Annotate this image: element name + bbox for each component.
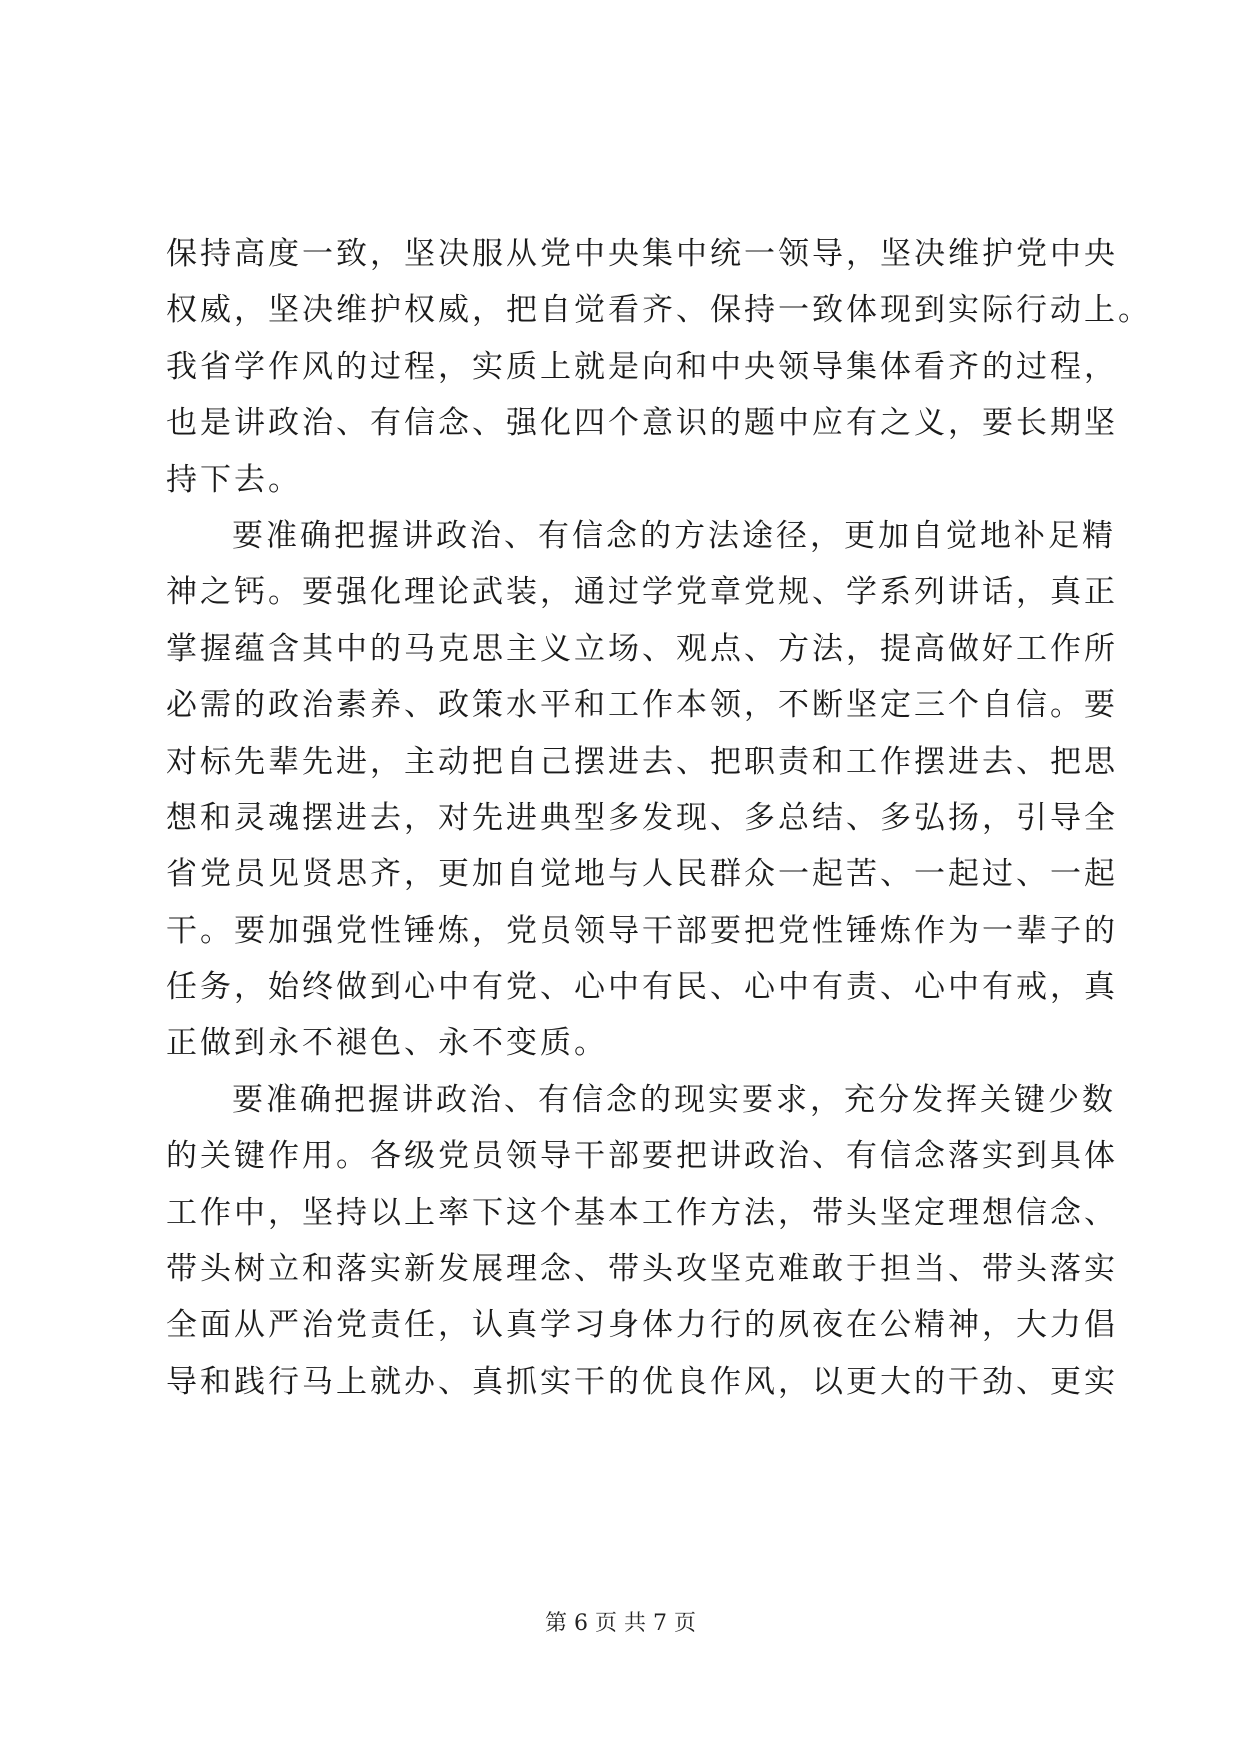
text-line: 任务，始终做到心中有党、心中有民、心中有责、心中有戒，真 [166, 969, 1118, 1006]
text-line: 的关键作用。各级党员领导干部要把讲政治、有信念落实到具体 [166, 1138, 1118, 1175]
text-line: 也是讲政治、有信念、强化四个意识的题中应有之义，要长期坚 [166, 405, 1118, 442]
page-number-footer: 第 6 页 共 7 页 [545, 1611, 696, 1636]
text-line: 想和灵魂摆进去，对先进典型多发现、多总结、多弘扬，引导全 [166, 799, 1118, 836]
text-line: 权威，坚决维护权威，把自觉看齐、保持一致体现到实际行动上。 [166, 292, 1152, 329]
text-line: 全面从严治党责任，认真学习身体力行的夙夜在公精神，大力倡 [166, 1307, 1118, 1344]
body-text [166, 226, 1152, 1410]
text-line: 导和践行马上就办、真抓实干的优良作风，以更大的干劲、更实 [166, 1363, 1118, 1400]
text-line: 必需的政治素养、政策水平和工作本领，不断坚定三个自信。要 [166, 687, 1118, 724]
text-line: 保持高度一致，坚决服从党中央集中统一领导，坚决维护党中央 [166, 236, 1118, 272]
text-line: 对标先辈先进，主动把自己摆进去、把职责和工作摆进去、把思 [166, 743, 1118, 780]
text-line: 干。要加强党性锤炼，党员领导干部要把党性锤炼作为一辈子的 [166, 912, 1118, 949]
text-line: 要准确把握讲政治、有信念的现实要求，充分发挥关键少数 [232, 1081, 1116, 1118]
text-line: 工作中，坚持以上率下这个基本工作方法，带头坚定理想信念、 [166, 1194, 1118, 1231]
text-line: 神之钙。要强化理论武装，通过学党章党规、学系列讲话，真正 [166, 574, 1118, 611]
text-line: 我省学作风的过程，实质上就是向和中央领导集体看齐的过程， [166, 348, 1118, 385]
text-line: 掌握蕴含其中的马克思主义立场、观点、方法，提高做好工作所 [166, 630, 1118, 667]
text-line: 持下去。 [166, 461, 302, 498]
text-line: 省党员见贤思齐，更加自觉地与人民群众一起苦、一起过、一起 [166, 856, 1118, 893]
text-line: 正做到永不褪色、永不变质。 [166, 1025, 608, 1062]
text-line: 带头树立和落实新发展理念、带头攻坚克难敢于担当、带头落实 [166, 1251, 1118, 1288]
text-line: 要准确把握讲政治、有信念的方法途径，更加自觉地补足精 [232, 517, 1116, 554]
